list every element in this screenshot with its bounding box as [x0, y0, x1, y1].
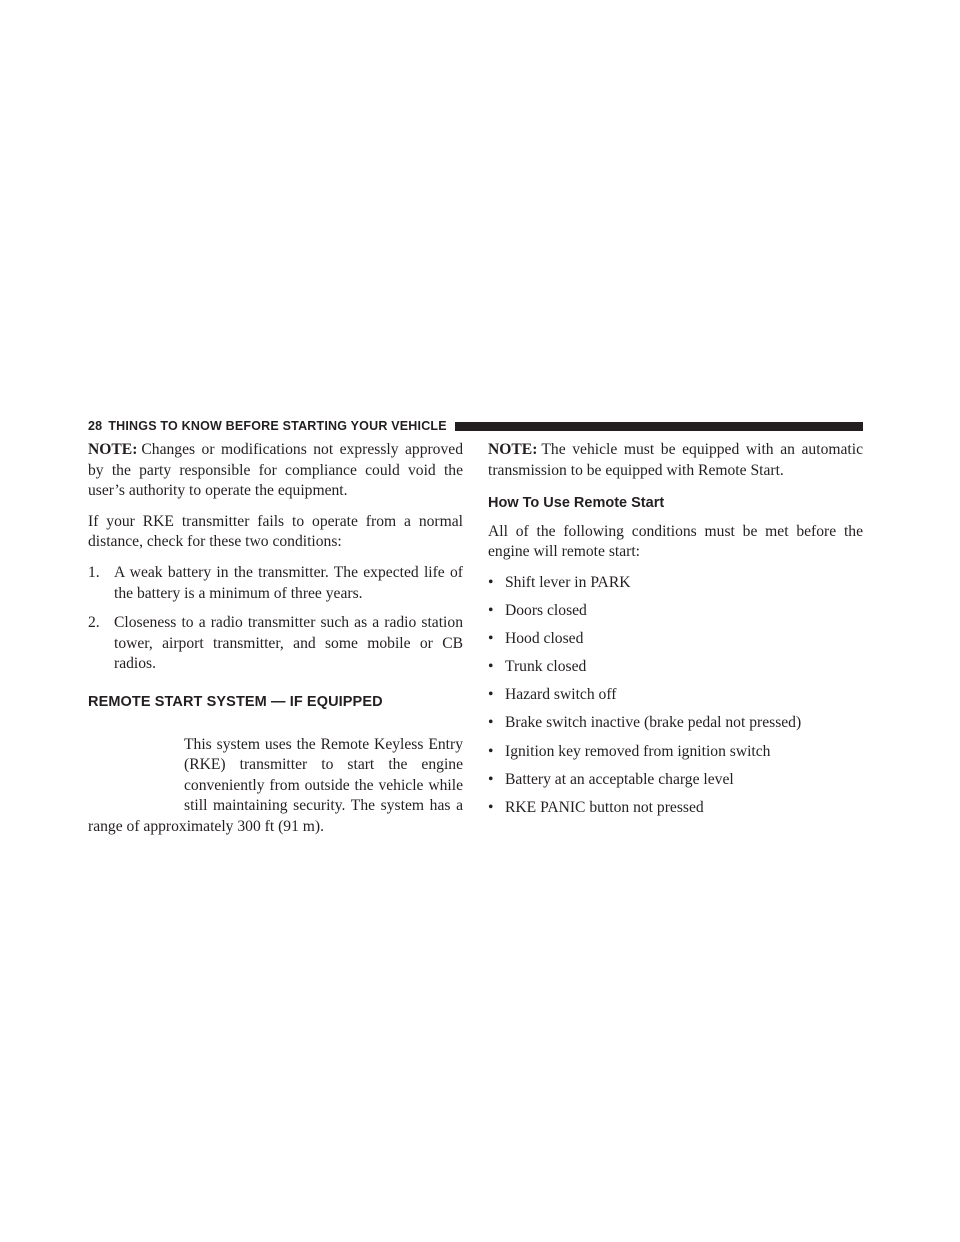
- list-item: [488, 742, 863, 763]
- note-paragraph: [88, 440, 463, 502]
- bullet-icon: •: [488, 573, 494, 591]
- note-label: NOTE:: [488, 441, 538, 458]
- list-item: [488, 573, 863, 594]
- requirements-list: [488, 573, 863, 818]
- list-text: Shift lever in PARK: [505, 573, 631, 591]
- list-item: [488, 798, 863, 819]
- remote-start-text: This system uses the Remote Keyless Entry (RKE) transmitter to start the engine conveniently from outside the vehicle while still maintaining security. The system has a range of approximately 300 ft (91 m).: [88, 735, 463, 835]
- bullet-icon: •: [488, 658, 494, 676]
- list-number: 1.: [88, 563, 100, 581]
- conditions-intro: All of the following conditions must be met before the engine will remote start:: [488, 522, 863, 561]
- right-column: [488, 440, 863, 826]
- page-header: [88, 416, 863, 436]
- subheading: How To Use Remote Start: [488, 495, 665, 512]
- rke-failure-paragraph: If your RKE transmitter fails to operate from a normal distance, check for these two conditions:: [88, 512, 463, 551]
- icon-placeholder: [88, 735, 184, 811]
- list-item: [488, 629, 863, 650]
- note-text: Changes or modifications not expressly approved by the party responsible for compliance could void the user’s authority to operate the equipment.: [88, 441, 463, 500]
- note-label: NOTE:: [88, 441, 138, 458]
- list-text: Hazard switch off: [505, 686, 617, 704]
- list-text: RKE PANIC button not pressed: [505, 798, 704, 816]
- list-text: Hood closed: [505, 630, 584, 648]
- section-heading: REMOTE START SYSTEM — IF EQUIPPED: [88, 693, 383, 710]
- list-item: [488, 713, 863, 734]
- list-item: [488, 657, 863, 678]
- bullet-icon: •: [488, 602, 494, 620]
- list-text: Brake switch inactive (brake pedal not pressed): [505, 714, 802, 732]
- bullet-icon: •: [488, 630, 494, 648]
- list-number: 2.: [88, 614, 100, 632]
- list-text: Doors closed: [505, 602, 587, 620]
- remote-start-description: [88, 735, 463, 838]
- chapter-title: THINGS TO KNOW BEFORE STARTING YOUR VEHICLE: [108, 419, 447, 433]
- bullet-icon: •: [488, 714, 494, 732]
- list-item: [488, 685, 863, 706]
- note-paragraph: [488, 440, 863, 481]
- note-text: The vehicle must be equipped with an automatic transmission to be equipped with Remote Start.: [488, 441, 863, 479]
- bullet-icon: •: [488, 798, 494, 816]
- page-number: 28: [88, 419, 103, 433]
- bullet-icon: •: [488, 770, 494, 788]
- bullet-icon: •: [488, 742, 494, 760]
- header-rule: [455, 422, 863, 431]
- left-column: [88, 440, 463, 838]
- conditions-list: [88, 563, 463, 675]
- list-text: Trunk closed: [505, 658, 587, 676]
- list-text: A weak battery in the transmitter. The expected life of the battery is a minimum of three years.: [114, 563, 463, 602]
- list-item: [488, 601, 863, 622]
- list-item: [488, 770, 863, 791]
- list-item: [88, 563, 463, 604]
- bullet-icon: •: [488, 686, 494, 704]
- list-text: Closeness to a radio transmitter such as a radio station tower, airport transmitter, and some mobile or CB radios.: [114, 614, 463, 673]
- list-text: Ignition key removed from ignition switch: [505, 742, 771, 760]
- list-item: [88, 613, 463, 675]
- list-text: Battery at an acceptable charge level: [505, 770, 734, 788]
